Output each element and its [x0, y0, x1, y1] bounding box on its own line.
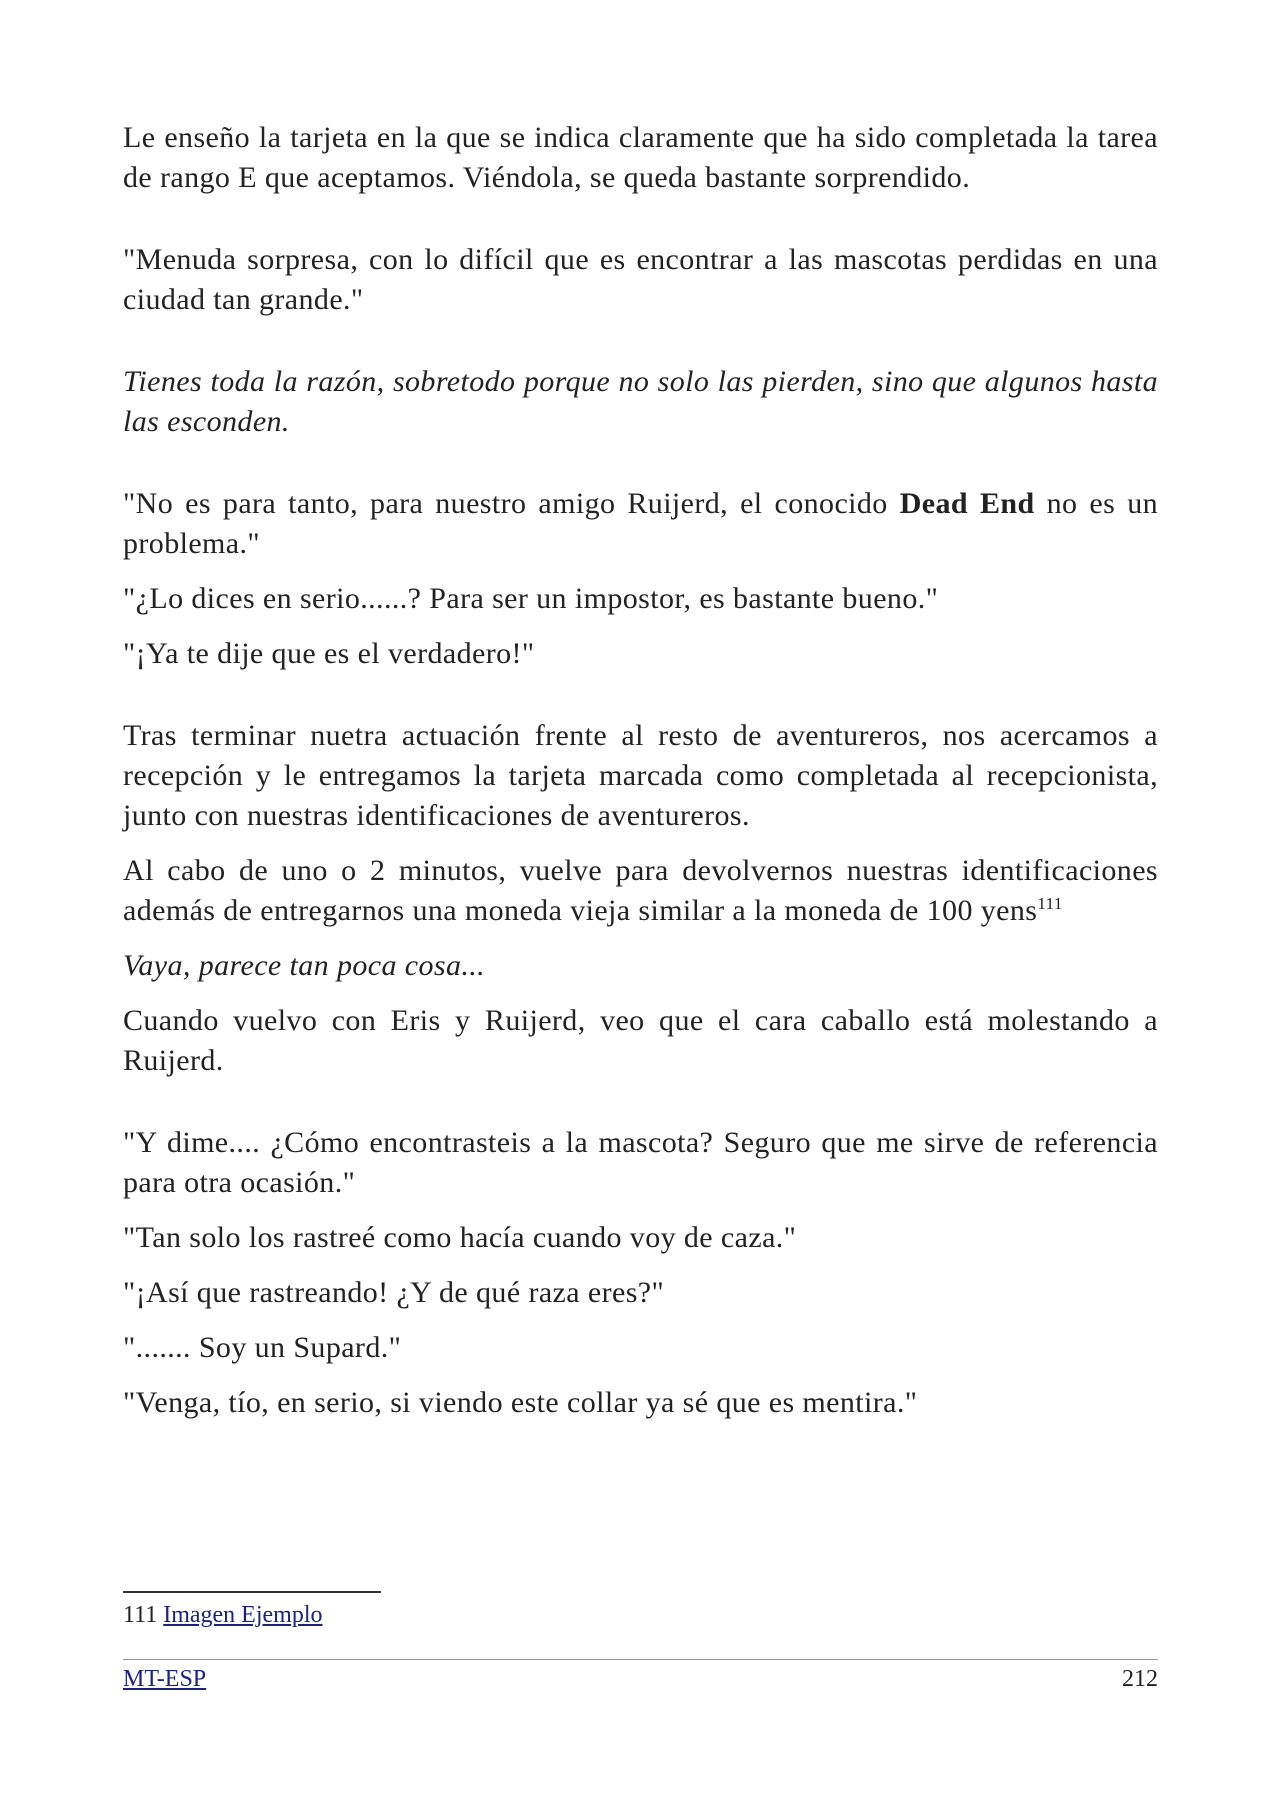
footer-link-mt-esp[interactable]: MT-ESP	[123, 1666, 207, 1692]
paragraph-7: Tras terminar nuetra actuación frente al resto de aventureros, nos acercamos a recepción y le entregamos la tarjeta marcada como completada al recepcionista, junto con nuestras identificaciones de aventureros.	[123, 719, 1158, 832]
paragraph-12: "Tan solo los rastreé como hacía cuando voy de caza."	[123, 1221, 797, 1254]
footnote-link[interactable]: Imagen Ejemplo	[163, 1602, 323, 1628]
paragraph-8-text: Al cabo de uno o 2 minutos, vuelve para devolvernos nuestras identificaciones además de entregarnos una moneda vieja similar a la moneda de 100 yens	[123, 854, 1158, 927]
footnote	[123, 1598, 323, 1632]
paragraph-9-thought: Vaya, parece tan poca cosa...	[123, 949, 486, 982]
footnote-reference[interactable]: 111	[1037, 894, 1063, 913]
paragraph-5: "¿Lo dices en serio......? Para ser un impostor, es bastante bueno."	[123, 582, 939, 615]
dead-end-bold: Dead End	[899, 487, 1035, 520]
paragraph-6: "¡Ya te dije que es el verdadero!"	[123, 637, 535, 670]
paragraph-2: "Menuda sorpresa, con lo difícil que es encontrar a las mascotas perdidas en una ciudad tan grande."	[123, 243, 1158, 316]
paragraph-11: "Y dime.... ¿Cómo encontrasteis a la mascota? Seguro que me sirve de referencia para otra ocasión."	[123, 1126, 1158, 1199]
paragraph-8	[123, 851, 1158, 931]
footer-divider	[123, 1659, 1158, 1660]
footnote-number: 111	[123, 1602, 158, 1628]
paragraph-13: "¡Así que rastreando! ¿Y de qué raza eres?"	[123, 1276, 665, 1309]
paragraph-14: "....... Soy un Supard."	[123, 1331, 402, 1364]
footnote-divider	[123, 1591, 381, 1593]
paragraph-4-text-before: "No es para tanto, para nuestro amigo Ruijerd, el conocido	[123, 487, 900, 520]
paragraph-1: Le enseño la tarjeta en la que se indica claramente que ha sido completada la tarea de rango E que aceptamos. Viéndola, se queda bastante sorprendido.	[123, 121, 1158, 194]
paragraph-4	[123, 484, 1158, 564]
paragraph-4-text-after: no es un problema."	[123, 487, 1158, 560]
paragraph-10: Cuando vuelvo con Eris y Ruijerd, veo que el cara caballo está molestando a Ruijerd.	[123, 1004, 1158, 1077]
page-number: 212	[1122, 1666, 1158, 1692]
paragraph-15: "Venga, tío, en serio, si viendo este collar ya sé que es mentira."	[123, 1386, 918, 1419]
page-body	[123, 118, 1158, 1423]
paragraph-3-thought: Tienes toda la razón, sobretodo porque no solo las pierden, sino que algunos hasta las esconden.	[123, 365, 1158, 438]
